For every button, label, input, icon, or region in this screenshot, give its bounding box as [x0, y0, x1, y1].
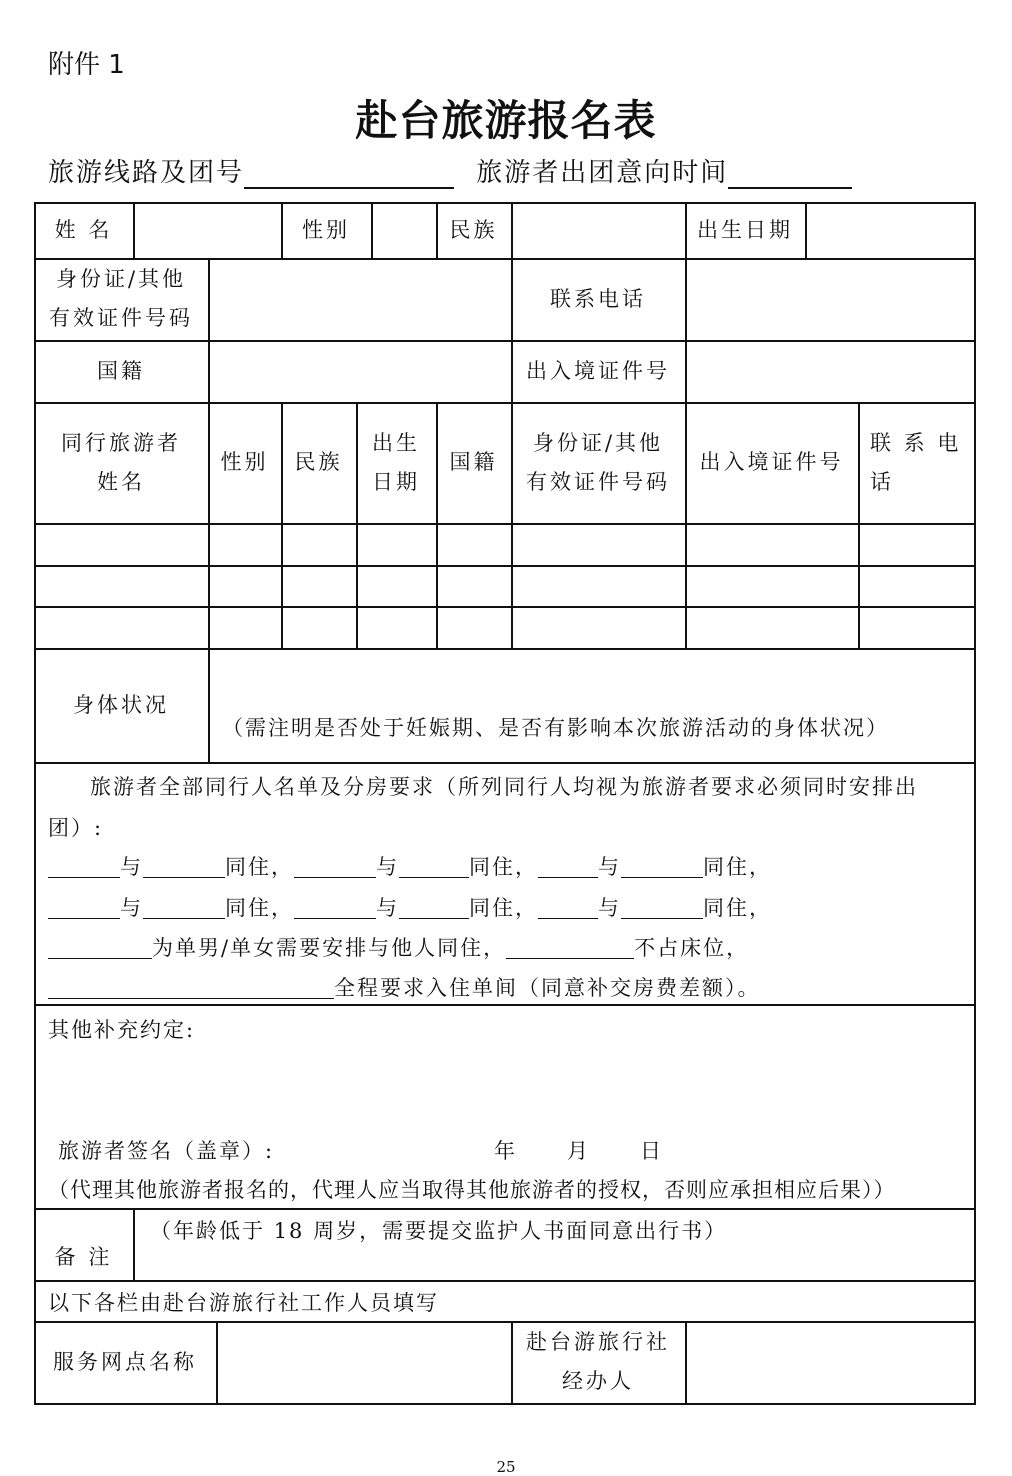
agent-input-cell[interactable]: [685, 1321, 974, 1403]
page-number: 25: [496, 1458, 516, 1476]
nationality-input-cell[interactable]: [208, 340, 511, 402]
id-number-label: [34, 258, 208, 340]
rooming-intro-line2: 团）:: [48, 816, 104, 840]
id-number-input-cell[interactable]: [208, 258, 511, 340]
with-text: 与: [120, 855, 143, 879]
form-title: 赴台旅游报名表: [355, 96, 657, 145]
companion-id-line1: 身份证/其他: [532, 430, 664, 455]
date-month-label: 月: [567, 1139, 590, 1163]
with-text: 与: [376, 855, 399, 879]
gender-input-cell[interactable]: [371, 202, 436, 258]
companion-birth-line2: 日期: [372, 469, 420, 494]
health-note: （需注明是否处于妊娠期、是否有影响本次旅游活动的身体状况）: [222, 716, 889, 740]
ethnicity-input-cell[interactable]: [511, 202, 685, 258]
blank[interactable]: [621, 857, 703, 878]
agent-label-line2: 经办人: [562, 1369, 634, 1393]
rooming-line-4: [48, 978, 761, 999]
service-outlet-input-cell[interactable]: [216, 1321, 511, 1403]
with-text: 与: [120, 896, 143, 920]
rooming-line-2: [48, 898, 772, 919]
proxy-note: （代理其他旅游者报名的，代理人应当取得其他旅游者的授权，否则应承担相应后果））: [48, 1178, 896, 1202]
cohabit-text: 同住，: [469, 855, 538, 879]
companion-exit-doc-header: 出入境证件号: [699, 450, 844, 475]
companion-id-line2: 有效证件号码: [526, 469, 670, 494]
nationality-label: 国籍: [97, 358, 145, 383]
blank[interactable]: [399, 857, 469, 878]
companion-birth-header: [356, 402, 436, 523]
date-year-label: 年: [494, 1139, 517, 1163]
blank[interactable]: [48, 978, 334, 999]
exit-doc-label: 出入境证件号: [526, 358, 670, 383]
cohabit-text: 同住，: [225, 896, 294, 920]
cohabit-text: 同住，: [703, 855, 772, 879]
name-input-cell[interactable]: [133, 202, 281, 258]
signature-label: 旅游者签名（盖章）:: [58, 1139, 275, 1163]
service-outlet-label: 服务网点名称: [53, 1349, 197, 1374]
with-text: 与: [598, 855, 621, 879]
health-label: 身体状况: [73, 692, 169, 717]
companion-gender-header: 性别: [220, 450, 269, 475]
blank[interactable]: [143, 857, 225, 878]
companion-ethnicity-header: 民族: [294, 450, 343, 475]
phone-input-cell[interactable]: [685, 258, 974, 340]
id-label-line2: 有效证件号码: [49, 306, 193, 330]
companion-row-1[interactable]: [34, 523, 974, 565]
companion-name-header: [34, 402, 208, 523]
rooming-intro-line1: 旅游者全部同行人名单及分房要求（所列同行人均视为旅游者要求必须同时安排出: [90, 775, 918, 799]
companion-phone-line1: 联 系 电: [870, 430, 962, 455]
blank[interactable]: [294, 857, 376, 878]
remarks-note: （年龄低于 18 周岁，需要提交监护人书面同意出行书）: [150, 1219, 728, 1243]
blank[interactable]: [48, 857, 120, 878]
with-text: 与: [376, 896, 399, 920]
blank[interactable]: [538, 898, 598, 919]
blank[interactable]: [48, 938, 152, 959]
blank[interactable]: [621, 898, 703, 919]
companion-name-line1: 同行旅游者: [61, 430, 181, 455]
departure-time-label: 旅游者出团意向时间: [476, 158, 729, 188]
companion-row-2[interactable]: [34, 565, 974, 606]
blank[interactable]: [538, 857, 598, 878]
single-room-text: 全程要求入住单间（同意补交房费差额）。: [334, 976, 761, 1000]
blank[interactable]: [399, 898, 469, 919]
birthdate-label: 出生日期: [697, 217, 793, 242]
no-bed-text: 不占床位，: [634, 936, 750, 960]
other-agreements-label: 其他补充约定:: [48, 1018, 196, 1042]
staff-section-intro: 以下各栏由赴台游旅行社工作人员填写: [48, 1291, 439, 1315]
blank[interactable]: [294, 898, 376, 919]
rooming-line-3: [48, 938, 749, 959]
ethnicity-label: 民族: [449, 217, 498, 242]
name-label: 姓 名: [54, 217, 113, 242]
companion-phone-header: [858, 402, 974, 523]
cohabit-text: 同住，: [703, 896, 772, 920]
cohabit-text: 同住，: [225, 855, 294, 879]
cohabit-text: 同住，: [469, 896, 538, 920]
single-share-text: 为单男/单女需要安排与他人同住，: [152, 936, 507, 960]
attachment-label: 附件 1: [48, 50, 125, 80]
companion-phone-line2: 话: [870, 469, 894, 494]
gender-label: 性别: [302, 217, 350, 242]
health-input-area[interactable]: [208, 648, 974, 708]
other-agreements-input-area[interactable]: [40, 1048, 970, 1128]
exit-doc-input-cell[interactable]: [685, 340, 974, 402]
blank[interactable]: [48, 898, 120, 919]
companion-birth-line1: 出生: [372, 430, 420, 455]
remarks-label: 备 注: [54, 1244, 113, 1269]
companion-row-3[interactable]: [34, 606, 974, 648]
companion-nationality-header: 国籍: [449, 450, 498, 475]
agent-label: [511, 1321, 685, 1403]
blank[interactable]: [143, 898, 225, 919]
rooming-line-1: [48, 857, 772, 878]
route-label: 旅游线路及团号: [48, 158, 245, 188]
blank[interactable]: [506, 938, 634, 959]
birthdate-input-cell[interactable]: [805, 202, 974, 258]
date-day-label: 日: [640, 1139, 663, 1163]
with-text: 与: [598, 896, 621, 920]
companion-id-header: [511, 402, 685, 523]
phone-label: 联系电话: [550, 286, 646, 311]
id-label-line1: 身份证/其他: [55, 267, 187, 292]
companion-name-line2: 姓名: [97, 469, 145, 494]
agent-label-line1: 赴台游旅行社: [526, 1330, 670, 1355]
